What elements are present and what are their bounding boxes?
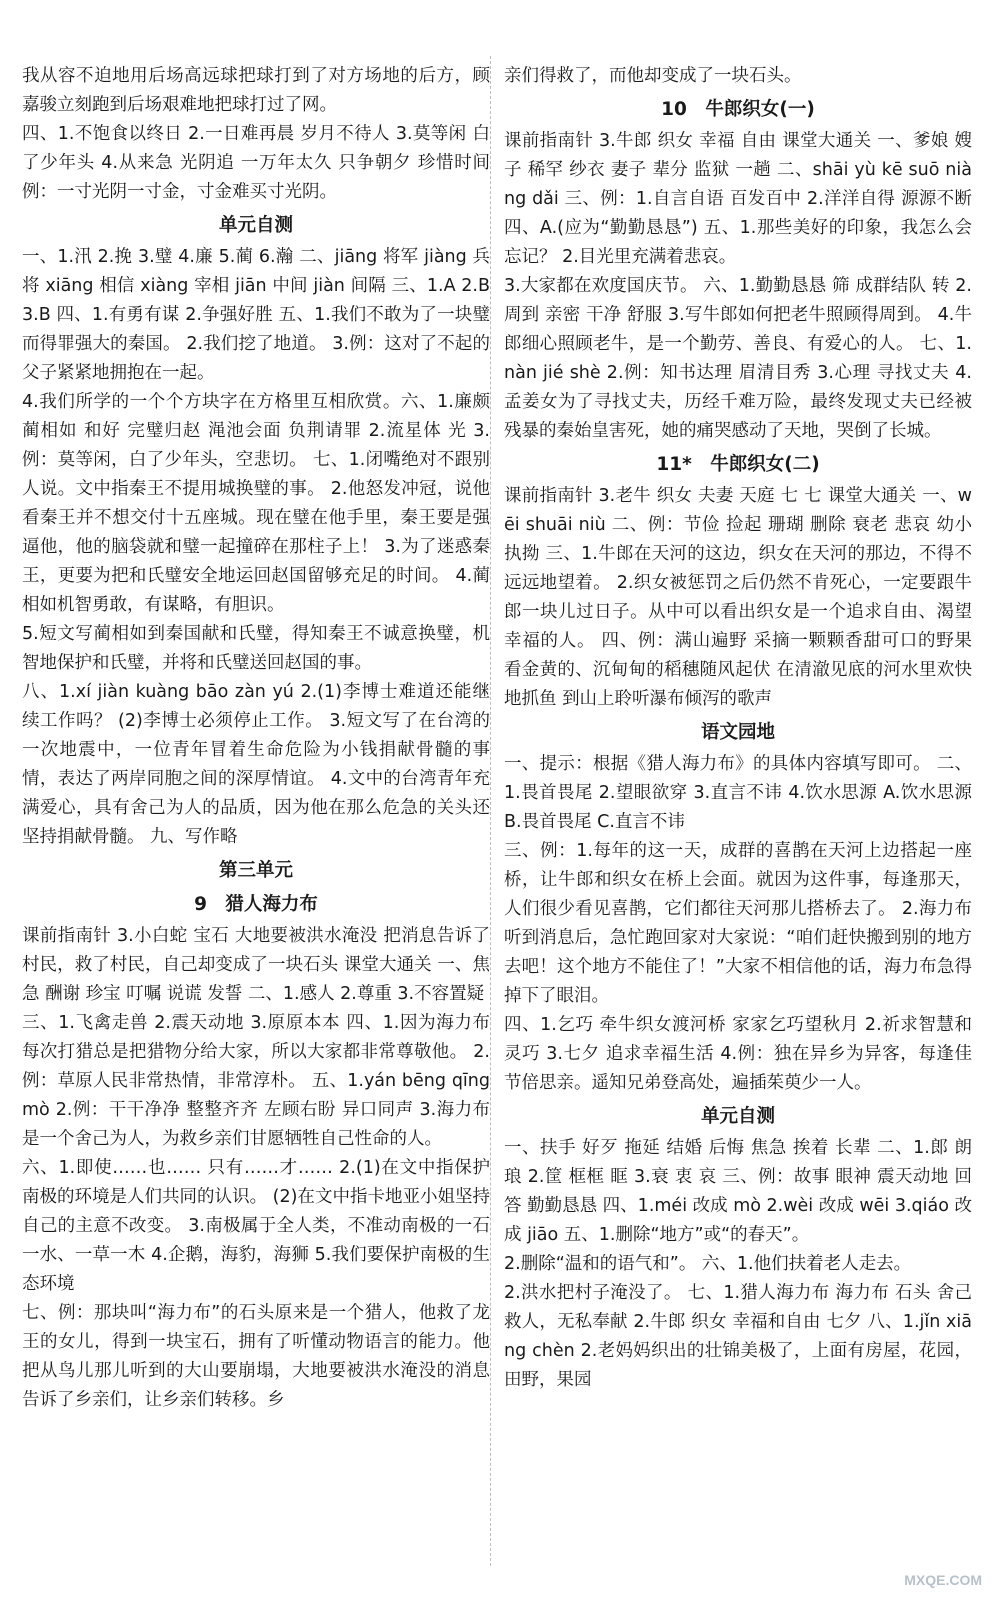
answer-paragraph: 三、例：1.每年的这一天，成群的喜鹊在天河上边搭起一座桥，让牛郎和织女在桥上会面。就因为这件事，每逢那天，人们很少看见喜鹊，它们都往天河那儿搭桥去了。 2.海力布听到消息后，急忙跑回家对大家说：“咱们赶快搬到别的地方去吧！这个地方不能住了！”大家不相信他的话，海力布急得掉下了眼泪。	[504, 841, 972, 1006]
answer-paragraph: 2.洪水把村子淹没了。 七、1.猎人海力布 海力布 石头 舍己救人，无私奉献 2.牛郎 织女 幸福和自由 七夕 八、1.jǐn xiāng chèn 2.老妈妈织出的壮锦美极了，上面有房屋，花园，田野，果园	[504, 1283, 972, 1390]
answer-paragraph: 2.删除“温和的语气和”。 六、1.他们扶着老人走去。	[504, 1254, 912, 1274]
answer-paragraph: 八、1.xí jiàn kuàng bāo zàn yú 2.(1)李博士难道还能继续工作吗？ (2)李博士必须停止工作。 3.短文写了在台湾的一次地震中，一位青年冒着生命危险为小钱捐献骨髓的事情，表达了两岸同胞之间的深厚情谊。 4.文中的台湾青年充满爱心，具有舍己为人的品质，因为他在那么危急的关头还坚持捐献骨髓。 九、写作略	[22, 682, 490, 847]
answer-paragraph: 5.短文写蔺相如到秦国献和氏璧，得知秦王不诚意换璧，机智地保护和氏璧，并将和氏璧送回赵国的事。	[22, 624, 490, 673]
answer-paragraph: 一、扶手 好歹 拖延 结婚 后悔 焦急 挨着 长辈 二、1.郎 朗 琅 2.筐 框框 眶 3.衰 衷 哀 三、例：故事 眼神 震天动地 回答 勤勤恳恳 四、1.méi 改成 mò 2.wèi 改成 wēi 3.qiáo 改成 jiāo 五、1.删除“地方”或“的春天”。	[504, 1138, 972, 1245]
answer-paragraph: 3.大家都在欢度国庆节。 六、1.勤勤恳恳 筛 成群结队 转 2.周到 亲密 干净 舒服 3.写牛郎如何把老牛照顾得周到。 4.牛郎细心照顾老牛，是一个勤劳、善良、有爱心的人。 七、1.nàn jié shè 2.例：知书达理 眉清目秀 3.心理 寻找丈夫 4.孟姜女为了寻找丈夫，历经千难万险，最终发现丈夫已经被残暴的秦始皇害死，她的痛哭感动了天地，哭倒了长城。	[504, 276, 972, 441]
answer-paragraph: 一、1.汛 2.挽 3.璧 4.廉 5.蔺 6.瀚 二、jiāng 将军 jiàng 兵将 xiāng 相信 xiàng 宰相 jiān 中间 jiàn 间隔 三、1.A 2.B 3.B 四、1.有勇有谋 2.争强好胜 五、1.我们不敢为了一块璧而得罪强大的秦国。 2.我们挖了地道。 3.例：这对了不起的父子紧紧地拥抱在一起。	[22, 247, 490, 383]
answer-paragraph: 六、1.即使……也…… 只有……才…… 2.(1)在文中指保护南极的环境是人们共同的认识。 (2)在文中指卡地亚小姐坚持自己的主意不改变。 3.南极属于全人类，不准动南极的一石一水、一草一木 4.企鹅，海豹，海狮 5.我们要保护南极的生态环境	[22, 1158, 490, 1294]
answer-paragraph: 课前指南针 3.牛郎 织女 幸福 自由 课堂大通关 一、爹娘 嫂子 稀罕 纱衣 妻子 辈分 监狱 一趟 二、shāi yù kē suō niàng dǎi 三、例：1.自言自语 百发百中 2.洋洋自得 源源不断 四、A.(应为“勤勤恳恳”) 五、1.那些美好的印象，我怎么会忘记？ 2.目光里充满着悲哀。	[504, 131, 972, 267]
section-heading: 9 猎人海力布	[194, 894, 318, 915]
left-column	[22, 62, 490, 1415]
section-heading: 10 牛郎织女(一)	[661, 99, 815, 120]
answer-paragraph: 一、提示：根据《猎人海力布》的具体内容填写即可。 二、1.畏首畏尾 2.望眼欲穿 3.直言不讳 4.饮水思源 A.饮水思源 B.畏首畏尾 C.直言不讳	[504, 754, 972, 832]
site-watermark: MXQE.COM	[904, 1572, 982, 1588]
answer-paragraph: 三、1.飞禽走兽 2.震天动地 3.原原本本 四、1.因为海力布每次打猎总是把猎物分给大家，所以大家都非常尊敬他。 2.例：草原人民非常热情，非常淳朴。 五、1.yán bēng qīng mò 2.例：干干净净 整整齐齐 左顾右盼 异口同声 3.海力布是一个舍己为人，为救乡亲们甘愿牺牲自己性命的人。	[22, 1013, 490, 1149]
section-heading: 单元自测	[218, 215, 293, 236]
answer-paragraph: 4.我们所学的一个个方块字在方格里互相欣赏。六、1.廉颇 蔺相如 和好 完璧归赵 渑池会面 负荆请罪 2.流星体 光 3.例：莫等闲，白了少年头，空悲切。 七、1.闭嘴绝对不跟别人说。文中指秦王不提用城换璧的事。 2.他怒发冲冠，说他看秦王并不想交付十五座城。现在璧在他手里，秦王要是强逼他，他的脑袋就和璧一起撞碎在那柱子上！ 3.为了迷惑秦王，更要为把和氏璧安全地运回赵国留够充足的时间。 4.蔺相如机智勇敢，有谋略，有胆识。	[22, 392, 490, 615]
section-heading: 单元自测	[700, 1106, 775, 1127]
answer-paragraph: 课前指南针 3.老牛 织女 夫妻 天庭 七 七 课堂大通关 一、wēi shuāi niù 二、例：节俭 捡起 珊瑚 删除 衰老 悲哀 幼小 执拗 三、1.牛郎在天河的这边，织女在天河的那边，不得不远远地望着。 2.织女被惩罚之后仍然不肯死心，一定要跟牛郎一块儿过日子。从中可以看出织女是一个追求自由、渴望幸福的人。 四、例：满山遍野 采摘一颗颗香甜可口的野果 看金黄的、沉甸甸的稻穗随风起伏 在清澈见底的河水里欢快地抓鱼 到山上聆听瀑布倾泻的歌声	[504, 486, 972, 709]
answer-paragraph: 课前指南针 3.小白蛇 宝石 大地要被洪水淹没 把消息告诉了村民，救了村民，自己却变成了一块石头 课堂大通关 一、焦急 酬谢 珍宝 叮嘱 说谎 发誓 二、1.感人 2.尊重 3.不容置疑	[22, 926, 490, 1004]
answer-paragraph: 七、例：那块叫“海力布”的石头原来是一个猎人，他救了龙王的女儿，得到一块宝石，拥有了听懂动物语言的能力。他把从鸟儿那儿听到的大山要崩塌，大地要被洪水淹没的消息告诉了乡亲们，让乡亲们转移。乡	[22, 1303, 490, 1410]
answer-paragraph: 亲们得救了，而他却变成了一块石头。	[504, 66, 802, 86]
answer-paragraph: 四、1.乞巧 牵牛织女渡河桥 家家乞巧望秋月 2.祈求智慧和灵巧 3.七夕 追求幸福生活 4.例：独在异乡为异客，每逢佳节倍思亲。遥知兄弟登高处，遍插茱萸少一人。	[504, 1015, 972, 1093]
section-heading: 11* 牛郎织女(二)	[656, 454, 820, 475]
section-heading: 语文园地	[700, 722, 775, 743]
right-column	[504, 62, 972, 1395]
answer-paragraph: 我从容不迫地用后场高远球把球打到了对方场地的后方，顾嘉骏立刻跑到后场艰难地把球打过了网。	[22, 66, 490, 115]
column-divider	[490, 56, 491, 1566]
answer-paragraph: 四、1.不饱食以终日 2.一日难再晨 岁月不待人 3.莫等闲 白了少年头 4.从来急 光阴追 一万年太久 只争朝夕 珍惜时间 例：一寸光阴一寸金，寸金难买寸光阴。	[22, 124, 490, 202]
section-heading: 第三单元	[218, 860, 293, 881]
